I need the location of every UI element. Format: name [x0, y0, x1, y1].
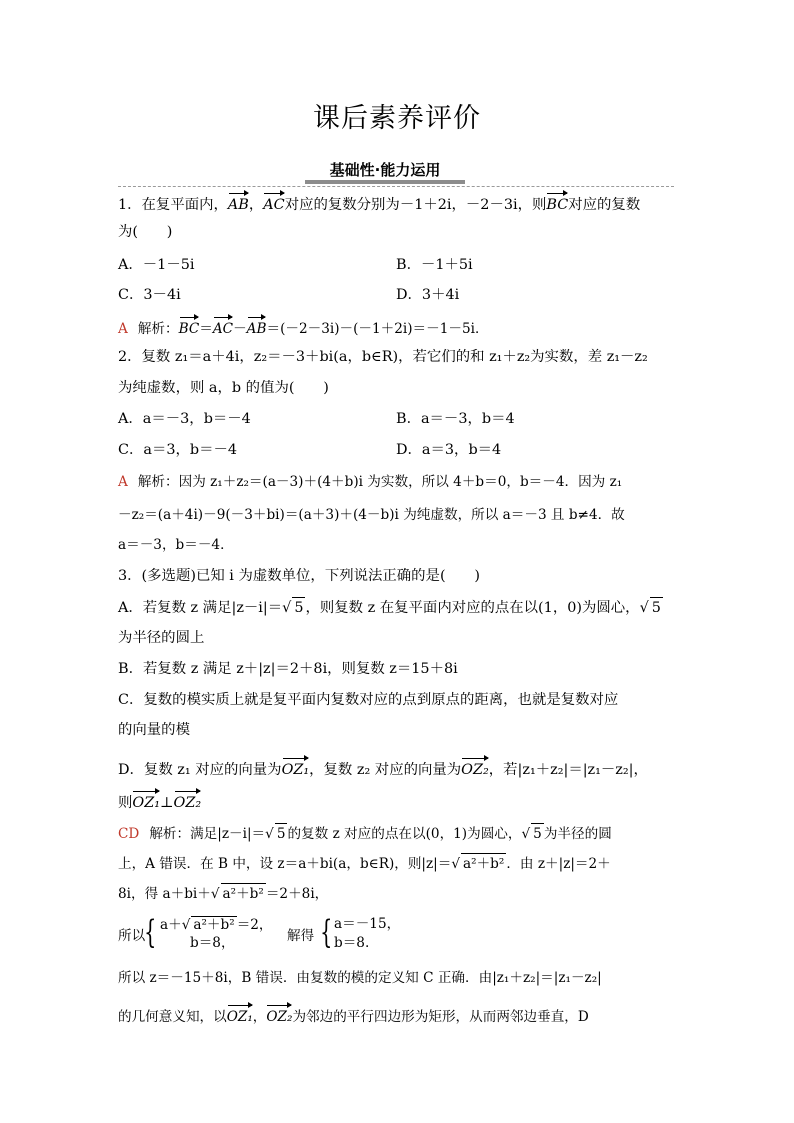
q3-option-d-text: ，复数 z₂ 对应的向量为 — [309, 762, 462, 778]
vector-bc: BC — [179, 315, 200, 339]
q3-option-a-line1: A．若复数 z 满足|z－i|＝√ 5 ，则复数 z 在复平面内对应的点在以(1，0)为圆心，√ 5 — [118, 597, 678, 618]
q1-solution-text: ＝(－2－3i)－(－1＋2i)＝－1－5i． — [266, 321, 489, 337]
q1-option-b: B．－1＋5i — [396, 257, 473, 273]
q3-solution-text: ， — [252, 1009, 267, 1025]
q2-solution-line2: －z₂＝(a＋4i)－9(－3＋bi)＝(a＋3)＋(4－b)i 为纯虚数，所以 a＝－3 且 b≠4．故 — [118, 507, 625, 523]
q3-solution-line3: 8i，得 a＋bi＋√ a²＋b² ＝2＋8i， — [118, 883, 678, 904]
q3-solution-line6 — [118, 1003, 678, 1027]
vector-ab: AB — [228, 191, 249, 215]
q2-stem-line1: 2．复数 z₁＝a＋4i，z₂＝－3＋bi(a，b∈R)，若它们的和 z₁＋z₂为实数，差 z₁－z₂ — [118, 349, 648, 365]
q3-solution-text: 的复数 z 对应的点在以(0，1)为圆心， — [287, 826, 522, 842]
q3-solution-text: 上，A 错误．在 B 中，设 z＝a＋bi(a，b∈R)，则|z|＝ — [118, 856, 452, 872]
q2-answer: A — [118, 474, 128, 490]
system2-line2: b＝8. — [334, 935, 370, 951]
system1-text: a＋ — [160, 917, 182, 933]
q1-stem-text: 对应的复数分别为－1＋2i，－2－3i，则 — [284, 197, 547, 213]
system2-line1: a＝－15， — [334, 916, 401, 932]
q2-solution-line1 — [118, 472, 678, 492]
q3-solution-line1: CD 解析：满足|z－i|＝√ 5 的复数 z 对应的点在以(0，1)为圆心，√ 5 为半径的圆 — [118, 823, 678, 844]
q3-option-a-text: A．若复数 z 满足|z－i|＝ — [118, 600, 283, 616]
q3-solution-text: 为半径的圆 — [543, 826, 612, 842]
system1-line1: a＋√ a²＋b² ＝2， — [160, 917, 273, 933]
section-heading: 基础性·能力运用 — [329, 161, 441, 179]
section-underline — [305, 180, 465, 184]
q1-stem-text: 1．在复平面内， — [118, 197, 228, 213]
q3-solution-text: ．由 z＋|z|＝2＋ — [506, 856, 611, 872]
sqrt-radicand: 5 — [650, 597, 663, 618]
q3-option-d-text: D．复数 z₁ 对应的向量为 — [118, 762, 282, 778]
q3-solution-text: 8i，得 a＋bi＋ — [118, 886, 211, 902]
q3-stem: 3．(多选题)已知 i 为虚数单位，下列说法正确的是( ) — [118, 568, 480, 584]
sqrt-radicand: a²＋b² — [461, 853, 506, 874]
sqrt-radicand: a²＋b² — [193, 917, 235, 933]
q3-solution-text: ＝2＋8i， — [265, 886, 329, 902]
q1-option-a: A．－1－5i — [118, 257, 195, 273]
q3-solution-text: 为邻边的平行四边形为矩形，从而两邻边垂直，D — [292, 1009, 589, 1025]
q3-option-b: B．若复数 z 满足 z＋|z|＝2＋8i，则复数 z＝15＋8i — [118, 661, 458, 677]
vector-oz1: OZ₁ — [132, 789, 160, 813]
left-brace-icon: { — [144, 913, 157, 951]
q2-option-d: D．a＝3，b＝4 — [396, 442, 502, 458]
q1-answer: A — [118, 321, 128, 337]
vector-bc: BC — [546, 191, 568, 215]
vector-oz1: OZ₁ — [227, 1003, 253, 1027]
q2-solution-text: 解析：因为 z₁＋z₂＝(a－3)＋(4＋b)i 为实数，所以 4＋b＝0，b＝－4．因为 z₁ — [137, 474, 623, 490]
q1-stem-line2: 为( ) — [118, 224, 173, 240]
q3-solution-text: 解析：满足|z－i|＝ — [149, 826, 266, 842]
system-prefix: 所以 — [118, 928, 146, 944]
q3-solution-text: 的几何意义知，以 — [118, 1009, 227, 1025]
perpendicular-symbol: ⊥ — [159, 795, 174, 811]
system1-line2: b＝8， — [190, 935, 235, 951]
vector-oz1: OZ₁ — [282, 756, 310, 780]
q1-solution-label: 解析： — [137, 321, 179, 337]
q1-option-d: D．3＋4i — [396, 287, 460, 303]
q3-option-c-line1: C．复数的模实质上就是复平面内复数对应的点到原点的距离，也就是复数对应 — [118, 692, 619, 708]
q1-stem-text: 对应的复数 — [568, 197, 641, 213]
q3-option-c-line2: 的向量的模 — [118, 722, 190, 738]
vector-ac: AC — [263, 191, 284, 215]
system-solve-label: 解得 — [287, 928, 315, 944]
q2-solution-line3: a＝－3，b＝－4． — [118, 537, 234, 553]
q1-stem: 1．在复平面内，AB，AC对应的复数分别为－1＋2i，－2－3i，则BC对应的复数 — [118, 191, 678, 215]
left-brace-icon: { — [320, 913, 333, 951]
q1-option-c: C．3－4i — [118, 287, 181, 303]
q3-option-d-line2 — [118, 789, 678, 813]
q3-option-d-line1 — [118, 756, 678, 780]
q3-option-a-line2: 为半径的圆上 — [118, 630, 205, 646]
q3-solution-line5: 所以 z＝－15＋8i，B 错误．由复数的模的定义知 C 正确．由|z₁＋z₂|＝|z₁－z₂| — [118, 970, 602, 986]
q1-solution: A 解析：BC＝AC－AB＝(－2－3i)－(－1＋2i)＝－1－5i． — [118, 315, 678, 339]
sqrt-radicand: a²＋b² — [221, 883, 266, 904]
dotted-divider — [118, 186, 674, 187]
page-title: 课后素养评价 — [313, 103, 481, 134]
vector-oz2: OZ₂ — [174, 789, 202, 813]
vector-ab: AB — [247, 315, 267, 339]
q3-solution-line2: 上，A 错误．在 B 中，设 z＝a＋bi(a，b∈R)，则|z|＝√ a²＋b² ．由 z＋|z|＝2＋ — [118, 853, 678, 874]
q2-option-a: A．a＝－3，b＝－4 — [118, 411, 251, 427]
q2-option-c: C．a＝3，b＝－4 — [118, 442, 238, 458]
vector-oz2: OZ₂ — [461, 756, 489, 780]
system1-text: ＝2， — [236, 917, 273, 933]
vector-oz2: OZ₂ — [266, 1003, 292, 1027]
q3-option-d-text: ，若|z₁＋z₂|＝|z₁－z₂|， — [488, 762, 648, 778]
q3-option-d-text: 则 — [118, 795, 133, 811]
sqrt-radicand: 5 — [292, 597, 305, 618]
q2-option-b: B．a＝－3，b＝4 — [396, 411, 515, 427]
q3-option-a-text: ，则复数 z 在复平面内对应的点在以(1，0)为圆心， — [305, 600, 640, 616]
q3-answer: CD — [118, 826, 140, 842]
vector-ac: AC — [213, 315, 233, 339]
sqrt-radicand: 5 — [275, 823, 288, 844]
sqrt-radicand: 5 — [531, 823, 544, 844]
q2-stem-line2: 为纯虚数，则 a，b 的值为( ) — [118, 380, 329, 396]
